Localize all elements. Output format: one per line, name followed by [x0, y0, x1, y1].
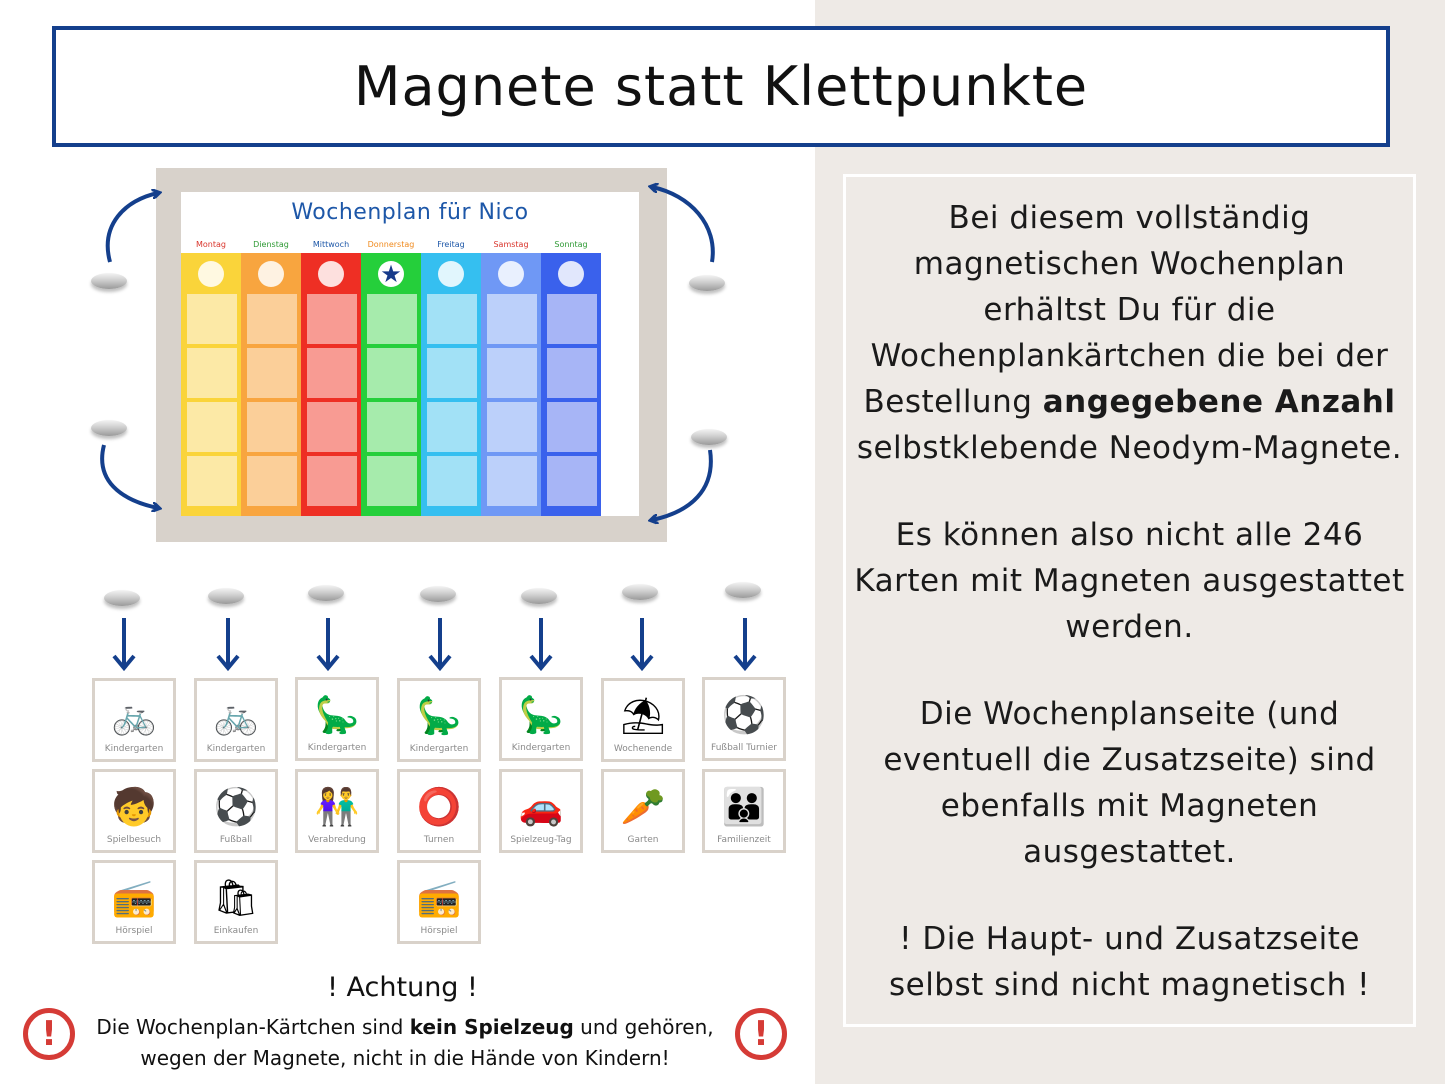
card-picture-icon: 👫	[314, 786, 360, 828]
magnet-card	[308, 585, 344, 601]
picture-card[interactable]	[397, 860, 481, 944]
info-paragraph-3: Die Wochenplanseite (und eventuell die Zusatzseite) sind ebenfalls mit Magneten ausgestattet.	[883, 696, 1376, 870]
card-label: Turnen	[423, 835, 455, 845]
magnet-card	[622, 584, 658, 600]
arrow-bottom-right	[652, 450, 711, 520]
arrow-top-left	[108, 193, 158, 262]
page-title: Magnete statt Klettpunkte	[353, 55, 1089, 118]
card-label: Fußball	[219, 835, 253, 845]
picture-card[interactable]	[397, 769, 481, 853]
card-label: Hörspiel	[420, 926, 458, 936]
card-label: Wochenende	[613, 744, 673, 754]
picture-card[interactable]	[194, 860, 278, 944]
day-label: Montag	[196, 240, 226, 249]
card-label: Kindergarten	[409, 744, 469, 754]
card-label: Fußball Turnier	[711, 743, 777, 753]
picture-card[interactable]	[702, 677, 786, 761]
card-picture-icon: 🚲	[111, 695, 157, 737]
card-label: Verabredung	[308, 835, 366, 845]
card-label: Kindergarten	[206, 744, 266, 754]
magnet-card	[208, 588, 244, 604]
card-picture-icon: ⛱	[620, 695, 666, 737]
info-paragraph-4: ! Die Haupt- und Zusatzseite selbst sind nicht magnetisch !	[888, 921, 1371, 1003]
card-label: Garten	[627, 835, 659, 845]
magnet-card	[521, 588, 557, 604]
card-label: Kindergarten	[104, 744, 164, 754]
card-picture-icon: ⭕	[416, 786, 462, 828]
magnet-card	[725, 582, 761, 598]
card-label: Spielbesuch	[106, 835, 162, 845]
card-label: Kindergarten	[307, 743, 367, 753]
card-label: Familienzeit	[717, 835, 771, 845]
picture-card[interactable]	[194, 678, 278, 762]
day-label: Donnerstag	[367, 240, 415, 249]
day-label: Samstag	[493, 240, 529, 249]
card-picture-icon: 👪	[721, 786, 767, 828]
card-picture-icon: ⚽	[213, 786, 259, 828]
picture-card[interactable]	[499, 677, 583, 761]
magnet-card	[104, 590, 140, 606]
card-label: Kindergarten	[511, 743, 571, 753]
card-label: Einkaufen	[213, 926, 259, 936]
picture-card[interactable]	[702, 769, 786, 853]
card-picture-icon: 🛍	[213, 877, 259, 919]
info-paragraph-2: Es können also nicht alle 246 Karten mit Magneten ausgestattet werden.	[854, 517, 1405, 645]
card-picture-icon: 🚗	[518, 786, 564, 828]
info-paragraph-1: Bei diesem vollständig magnetischen Wochenplan erhältst Du für die Wochenplankärtchen die bei der Bestellung angegebene Anzahl selbstklebende Neodym-Magnete.	[856, 200, 1403, 466]
card-picture-icon: 🥕	[620, 786, 666, 828]
picture-card[interactable]	[92, 860, 176, 944]
card-picture-icon: 🚲	[213, 695, 259, 737]
warning-title: ! Achtung !	[327, 972, 478, 1003]
picture-card[interactable]	[397, 678, 481, 762]
card-picture-icon: 🦕	[518, 694, 564, 736]
picture-card[interactable]	[295, 677, 379, 761]
day-label: Freitag	[437, 240, 465, 249]
weekly-plan-title: Wochenplan für Nico	[291, 200, 529, 225]
arrow-bottom-left	[102, 445, 158, 508]
day-label: Mittwoch	[312, 240, 350, 249]
picture-card[interactable]	[92, 769, 176, 853]
picture-card[interactable]	[92, 678, 176, 762]
info-text-box	[843, 174, 1416, 1027]
card-label: Spielzeug-Tag	[510, 835, 572, 845]
card-label: Hörspiel	[115, 926, 153, 936]
card-picture-icon: 📻	[111, 877, 157, 919]
magnet-card	[420, 586, 456, 602]
card-picture-icon: 🦕	[416, 695, 462, 737]
warning-icon-left: !	[23, 1008, 75, 1060]
card-picture-icon: 🧒	[111, 786, 157, 828]
warning-text: Die Wochenplan-Kärtchen sind kein Spielzeug und gehören, wegen der Magnete, nicht in die Hände von Kindern!	[96, 1015, 714, 1070]
picture-card[interactable]	[295, 769, 379, 853]
card-picture-icon: 📻	[416, 877, 462, 919]
star-icon: ★	[378, 261, 404, 287]
picture-card[interactable]	[601, 678, 685, 762]
arrow-top-right	[652, 187, 713, 262]
card-picture-icon: ⚽	[721, 694, 767, 736]
day-label: Sonntag	[554, 240, 588, 249]
picture-card[interactable]	[499, 769, 583, 853]
picture-card[interactable]	[601, 769, 685, 853]
day-label: Dienstag	[253, 240, 289, 249]
card-picture-icon: 🦕	[314, 694, 360, 736]
warning-icon-right: !	[735, 1008, 787, 1060]
picture-card[interactable]	[194, 769, 278, 853]
